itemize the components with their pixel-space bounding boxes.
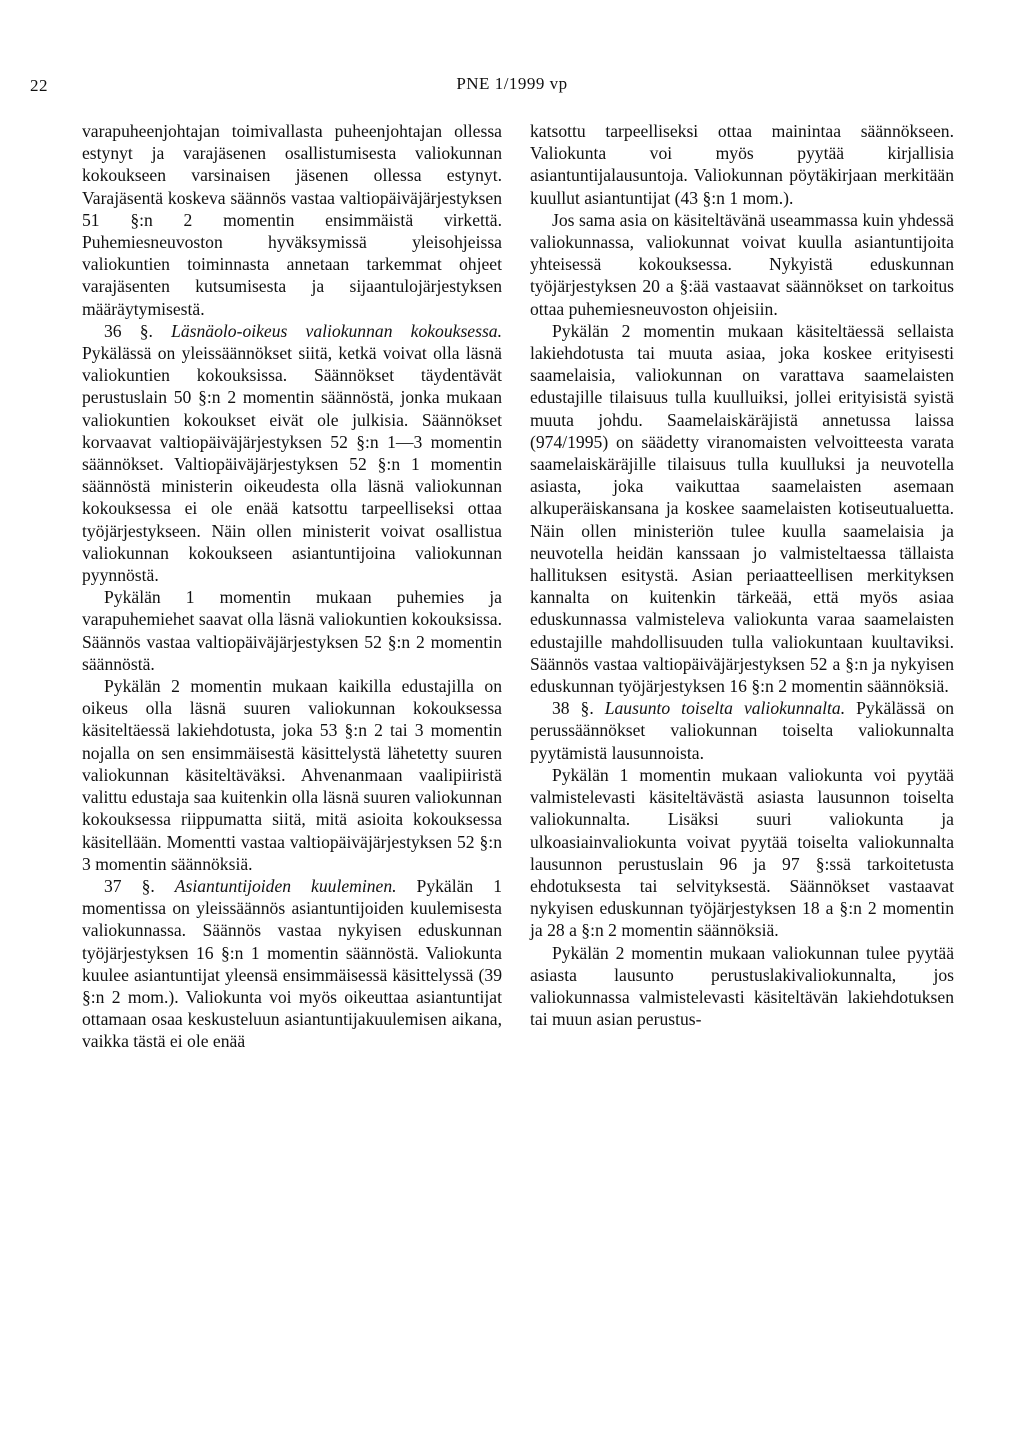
section-number: 37 §. [104, 875, 155, 896]
paragraph: varapuheenjohtajan toimivallasta puheenjohtajan ollessa estynyt ja varajäsenen osallistumisesta valiokunnan kokoukseen varsinaisen jäsenen ollessa estynyt. Varajäsentä koskeva säännös vastaa valtiopäiväjärjestyksen 51 §:n 2 momentin ensimmäistä virkettä. Puhemiesneuvoston hyväksymissä yleisohjeissa valiokuntien toiminnasta annetaan tarkemmat ohjeet varajäsenten kutsumisesta ja sijaantulojärjestyksen määräytymisestä. [82, 121, 502, 319]
running-head: PNE 1/1999 vp [456, 74, 568, 93]
paragraph: Pykälän 2 momentin mukaan valiokunnan tulee pyytää asiasta lausunto perustuslakivaliokunnalta, jos valiokunnassa valmistelevasti käsiteltävän lakiehdotuksen tai muun asian perustus- [530, 942, 954, 1030]
section-37 [82, 875, 502, 1053]
section-text: Pykälässä on yleissäännökset siitä, ketkä voivat olla läsnä valiokuntien kokouksissa. Säännökset täydentävät perustuslain 50 §:n 2 momentin säännöstä, jonka mukaan valiokuntien kokoukset eivät ole julkisia. Säännökset korvaavat valtiopäiväjärjestyksen 52 §:n 1—3 momentin säännökset. Valtiopäiväjärjestyksen 52 §:n 1 momentin säännöstä ministerin oikeudesta olla läsnä valiokunnan kokouksessa ei ole enää katsottu tarpeelliseksi ottaa työjärjestykseen. Näin ollen ministerit voivat osallistua valiokunnan kokoukseen asiantuntijoina valiokunnan pyynnöstä. [82, 343, 502, 586]
section-text: Pykälän 1 momentissa on yleissäännös asiantuntijoiden kuulemisesta valiokunnassa. Säännös vastaa nykyisen eduskunnan työjärjestyksen 16 §:n 1 momentin säännöstä. Valiokunta kuulee asiantuntijat yleensä ensimmäisessä käsittelyssä (39 §:n 2 mom.). Valiokunta voi myös oikeuttaa asiantuntijat ottamaan osaa keskusteluun asiantuntijakuulemisen aikana, vaikka tästä ei ole enää [82, 875, 503, 1052]
left-column [82, 120, 502, 1053]
paragraph: Pykälän 1 momentin mukaan puhemies ja varapuhemiehet saavat olla läsnä valiokuntien kokouksissa. Säännös vastaa valtiopäiväjärjestyksen 52 §:n 2 momentin säännöstä. [82, 587, 502, 674]
section-38 [530, 697, 954, 764]
paragraph: Pykälän 2 momentin mukaan kaikilla edustajilla on oikeus olla läsnä suuren valiokunnan kokouksessa käsiteltäessä lakiehdotusta, joka 53 §:n 2 tai 3 momentin nojalla on sen ensimmäisestä käsittelystä lähetetty suuren valiokunnan käsiteltäväksi. Ahvenanmaan vaalipiiristä valittu edustaja saa kuitenkin olla läsnä suuren valiokunnan kokouksessa riippumatta siitä, mitä asioita kokouksessa käsitellään. Momentti vastaa valtiopäiväjärjestyksen 52 §:n 3 momentin säännöksiä. [82, 676, 502, 874]
paragraph: Pykälän 1 momentin mukaan valiokunta voi pyytää valmistelevasti käsiteltävästä asiasta lausunnon toiselta valiokunnalta. Lisäksi suuri valiokunta ja ulkoasiainvaliokunta voivat pyytää toiselta valiokunnalta lausunnon perustuslain 96 ja 97 §:ssä tarkoitetusta ehdotuksesta tai selvityksestä. Säännökset vastaavat nykyisen eduskunnan työjärjestyksen 18 a §:n 2 momentin ja 28 a §:n 2 momentin säännöksiä. [530, 764, 954, 941]
page-number: 22 [30, 76, 48, 95]
section-36 [82, 320, 502, 586]
section-title: Läsnäolo-oikeus valiokunnan kokouksessa. [171, 320, 502, 341]
paragraph: Jos sama asia on käsiteltävänä useammassa kuin yhdessä valiokunnassa, valiokunnat voivat kuulla asiantuntijoita yhteisessä kokouksessa. Nykyistä eduskunnan työjärjestyksen 20 a §:ää vastaavat säännökset on tarkoitus ottaa puhemiesneuvoston ohjeisiin. [530, 209, 954, 319]
section-text: Pykälässä on perussäännökset valiokunnan toiselta valiokunnalta pyytämistä lausunnoista. [530, 698, 955, 763]
paragraph: Pykälän 2 momentin mukaan käsiteltäessä sellaista lakiehdotusta tai muuta asiaa, joka koskee erityisesti saamelaisia, valiokunnan on varattava saamelaisten edustajille tilaisuus tulla kuulluiksi, jollei erityisistä syistä muuta johdu. Saamelaiskäräjistä annetussa laissa (974/1995) on säädetty viranomaisten velvoitteesta varata saamelaiskäräjille tilaisuus tulla kuulluksi ja neuvotella asiasta, joka vaikuttaa saamelaisten asemaan alkuperäiskansana ja koskee saamelaisten kotiseutualuetta. Näin ollen ministeriön tulee kuulla saamelaisia ja neuvotella heidän kanssaan jo valmisteltaessa tällaista hallituksen esitystä. Asian periaatteellisen merkityksen kannalta on kuitenkin tärkeää, että myös asiaa eduskunnassa valmisteleva valiokunta varaa saamelaisten edustajille mahdollisuuden tulla valiokuntaan kuultaviksi. Säännös vastaa valtiopäiväjärjestyksen 52 a §:n ja nykyisen eduskunnan työjärjestyksen 16 §:n 2 momentin säännöksiä. [530, 320, 954, 697]
section-number: 38 §. [552, 698, 594, 719]
paragraph: katsottu tarpeelliseksi ottaa mainintaa säännökseen. Valiokunta voi myös pyytää kirjallisia asiantuntijalausuntoja. Valiokunnan pöytäkirjaan merkitään kuullut asiantuntijat (43 §:n 1 mom.). [530, 121, 954, 208]
section-title: Lausunto toiselta valiokunnalta. [604, 698, 846, 719]
right-column [530, 120, 954, 1030]
section-number: 36 §. [104, 320, 153, 341]
section-title: Asiantuntijoiden kuuleminen. [174, 875, 397, 896]
